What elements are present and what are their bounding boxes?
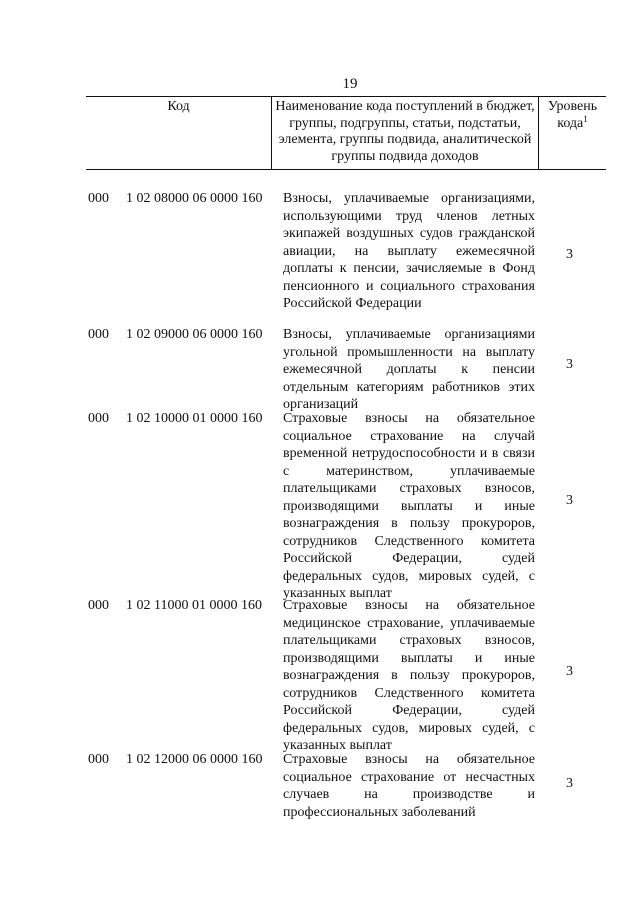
header-level-label: Уровень кода: [547, 99, 598, 131]
code-level: 3: [566, 357, 573, 372]
code-level: 3: [566, 247, 573, 262]
admin-code: 000: [88, 411, 109, 426]
revenue-name: Страховые взносы на обязательное медицинское страхование, уплачиваемые плательщиками страховых взносов, производящими выплаты и иные вознаграждения в пользу прокуроров, сотрудников Следственного комитета Российской Федерации, судей федеральных судов, мировых судей, с указанных выплат: [283, 598, 535, 753]
revenue-code: 1 02 10000 01 0000 160: [126, 411, 263, 426]
revenue-code: 1 02 11000 01 0000 160: [126, 598, 262, 613]
header-level: [539, 99, 606, 132]
admin-code: 000: [88, 191, 109, 206]
revenue-name: Взносы, уплачиваемые организациями, использующими труд членов летных экипажей воздушных судов гражданской авиации, на выплату ежемесячной доплаты к пенсии, зачисляемые в Фонд пенсионного и социального страхования Российской Федерации: [283, 191, 535, 311]
admin-code: 000: [88, 598, 109, 613]
header-name: Наименование кода поступлений в бюджет, группы, подгруппы, статьи, подстатьи, элемента, группы подвида, аналитической группы подвида доходов: [275, 99, 535, 164]
revenue-code: 1 02 08000 06 0000 160: [126, 191, 263, 206]
revenue-name: Взносы, уплачиваемые организациями угольной промышленности на выплату ежемесячной доплаты к пенсии отдельным категориям работников этих организаций: [283, 327, 535, 412]
page-number: 19: [342, 76, 358, 92]
revenue-code: 1 02 09000 06 0000 160: [126, 327, 263, 342]
admin-code: 000: [88, 752, 109, 767]
code-level: 3: [566, 776, 573, 791]
revenue-name: Страховые взносы на обязательное социальное страхование от несчастных случаев на производстве и профессиональных заболеваний: [283, 752, 535, 820]
revenue-code: 1 02 12000 06 0000 160: [126, 752, 263, 767]
header-level-footnote: 1: [583, 113, 588, 124]
admin-code: 000: [88, 327, 109, 342]
code-level: 3: [566, 664, 573, 679]
revenue-name: Страховые взносы на обязательное социальное страхование на случай временной нетрудоспособности и в связи с материнством, уплачиваемые плательщиками страховых взносов, производящими выплаты и иные вознаграждения в пользу прокуроров, сотрудников Следственного комитета Российской Федерации, судей федеральных судов, мировых судей, с указанных выплат: [283, 411, 535, 601]
header-code: Код: [167, 99, 190, 114]
code-level: 3: [566, 493, 573, 508]
table-header: [86, 96, 606, 170]
